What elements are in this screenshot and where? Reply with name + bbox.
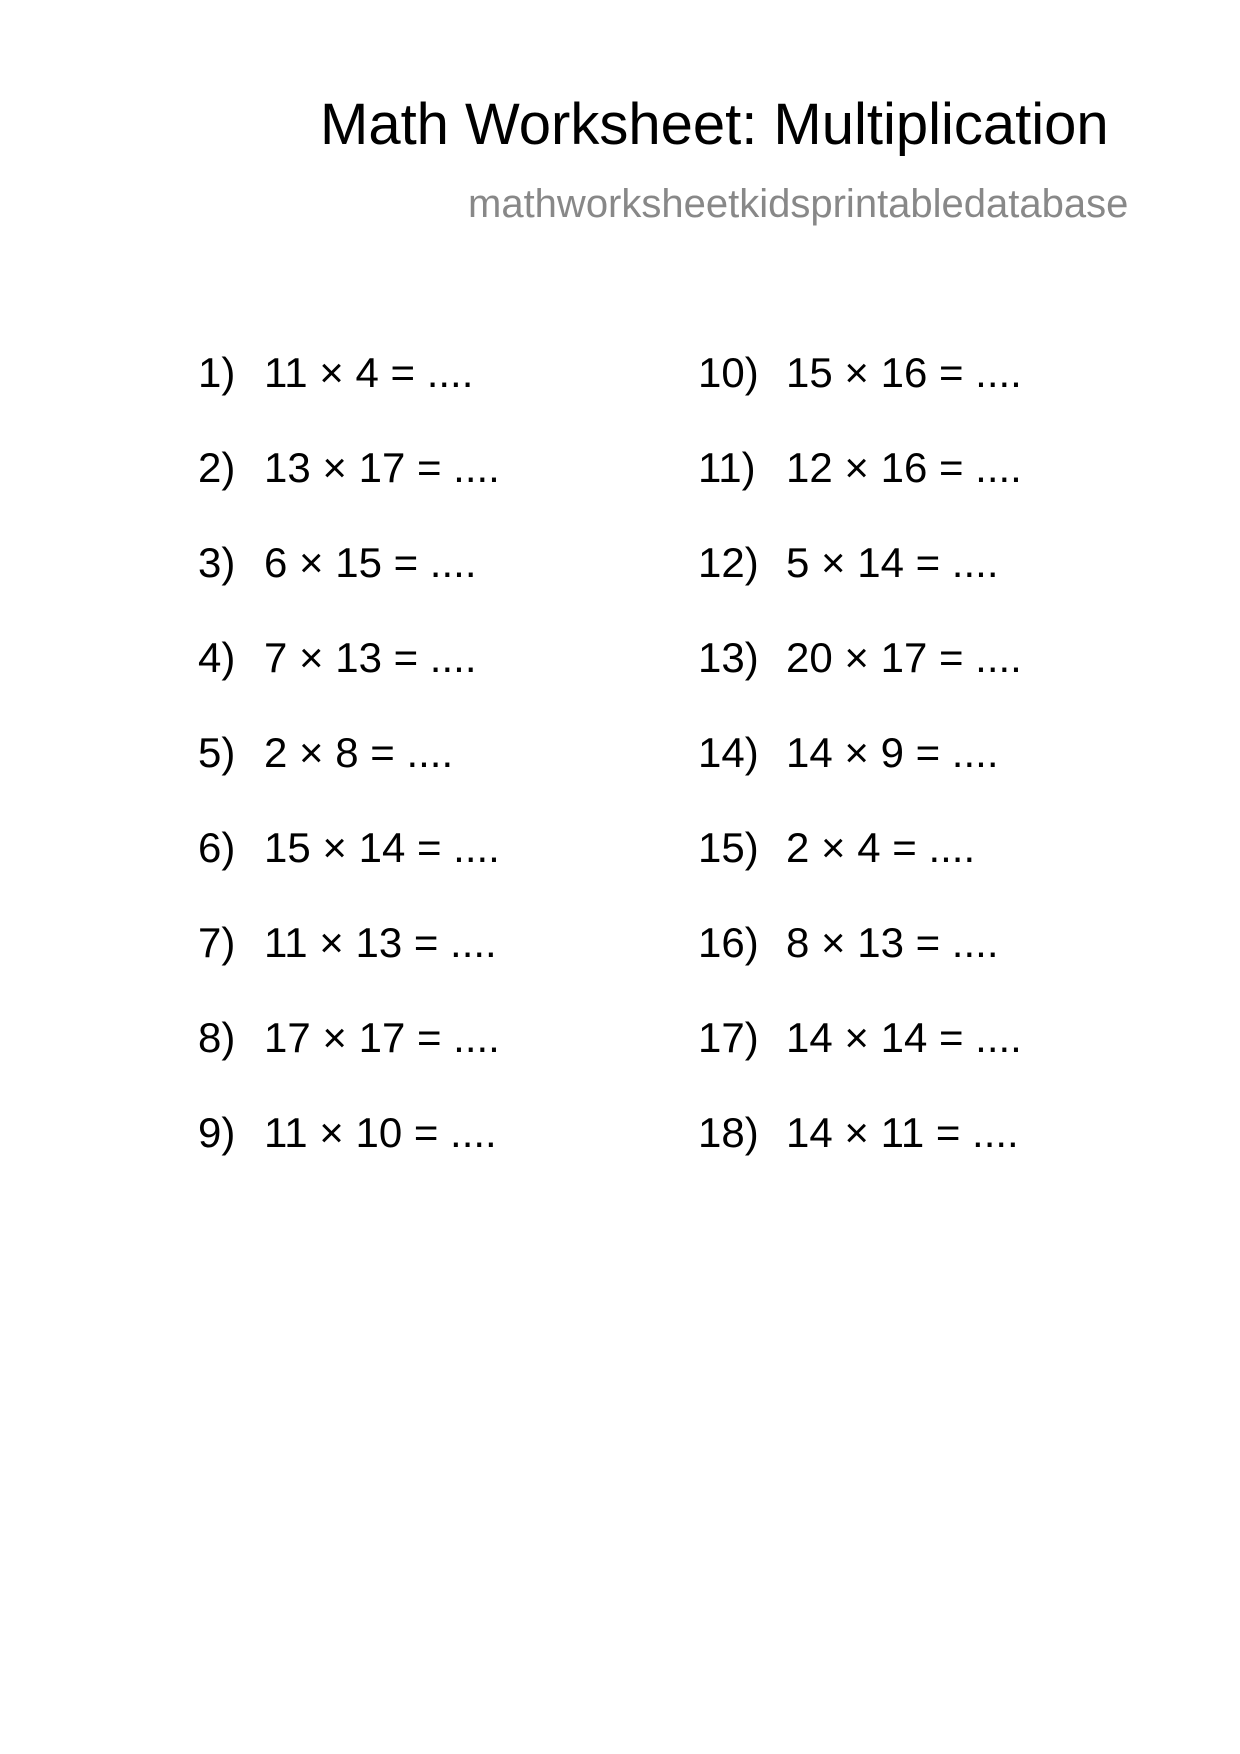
problem-column-right <box>698 349 1022 1207</box>
problem-12 <box>698 539 1022 637</box>
problem-expression: 15 × 14 = .... <box>264 824 500 871</box>
problem-number: 13) <box>698 634 759 681</box>
problem-number: 14) <box>698 729 759 776</box>
problem-number: 10) <box>698 349 759 396</box>
problem-number: 9) <box>198 1109 236 1156</box>
problem-column-left <box>198 349 500 1207</box>
problem-number: 18) <box>698 1109 759 1156</box>
problem-10 <box>698 349 1022 447</box>
problem-14 <box>698 729 1022 827</box>
problem-number: 7) <box>198 919 236 966</box>
problem-number: 4) <box>198 634 236 681</box>
problem-18 <box>698 1109 1022 1207</box>
problem-3 <box>198 539 500 637</box>
problem-expression: 20 × 17 = .... <box>786 634 1022 681</box>
problem-expression: 7 × 13 = .... <box>264 634 477 681</box>
problem-expression: 12 × 16 = .... <box>786 444 1022 491</box>
problem-number: 5) <box>198 729 236 776</box>
problem-expression: 5 × 14 = .... <box>786 539 999 586</box>
problem-5 <box>198 729 500 827</box>
problem-expression: 11 × 13 = .... <box>264 919 497 966</box>
problem-expression: 2 × 8 = .... <box>264 729 454 776</box>
problem-expression: 6 × 15 = .... <box>264 539 477 586</box>
problem-6 <box>198 824 500 922</box>
problem-17 <box>698 1014 1022 1112</box>
problem-number: 11) <box>698 444 756 491</box>
problem-number: 12) <box>698 539 759 586</box>
problem-expression: 13 × 17 = .... <box>264 444 500 491</box>
problem-expression: 14 × 14 = .... <box>786 1014 1022 1061</box>
problem-expression: 11 × 10 = .... <box>264 1109 497 1156</box>
problem-number: 3) <box>198 539 236 586</box>
problem-expression: 11 × 4 = .... <box>264 349 474 396</box>
problem-8 <box>198 1014 500 1112</box>
problem-number: 1) <box>198 349 236 396</box>
problem-expression: 14 × 9 = .... <box>786 729 999 776</box>
problem-expression: 17 × 17 = .... <box>264 1014 500 1061</box>
problem-expression: 15 × 16 = .... <box>786 349 1022 396</box>
problem-number: 16) <box>698 919 759 966</box>
worksheet-title: Math Worksheet: Multiplication <box>320 92 1109 157</box>
problem-1 <box>198 349 500 447</box>
problem-13 <box>698 634 1022 732</box>
problem-11 <box>698 444 1022 542</box>
problem-expression: 8 × 13 = .... <box>786 919 999 966</box>
problem-expression: 2 × 4 = .... <box>786 824 976 871</box>
problem-7 <box>198 919 500 1017</box>
problem-expression: 14 × 11 = .... <box>786 1109 1019 1156</box>
problem-15 <box>698 824 1022 922</box>
problem-4 <box>198 634 500 732</box>
problem-9 <box>198 1109 500 1207</box>
problem-number: 2) <box>198 444 236 491</box>
problem-number: 8) <box>198 1014 236 1061</box>
worksheet-subtitle: mathworksheetkidsprintabledatabase <box>468 182 1129 226</box>
problem-2 <box>198 444 500 542</box>
problem-number: 6) <box>198 824 236 871</box>
problem-16 <box>698 919 1022 1017</box>
problem-number: 17) <box>698 1014 759 1061</box>
problem-number: 15) <box>698 824 759 871</box>
